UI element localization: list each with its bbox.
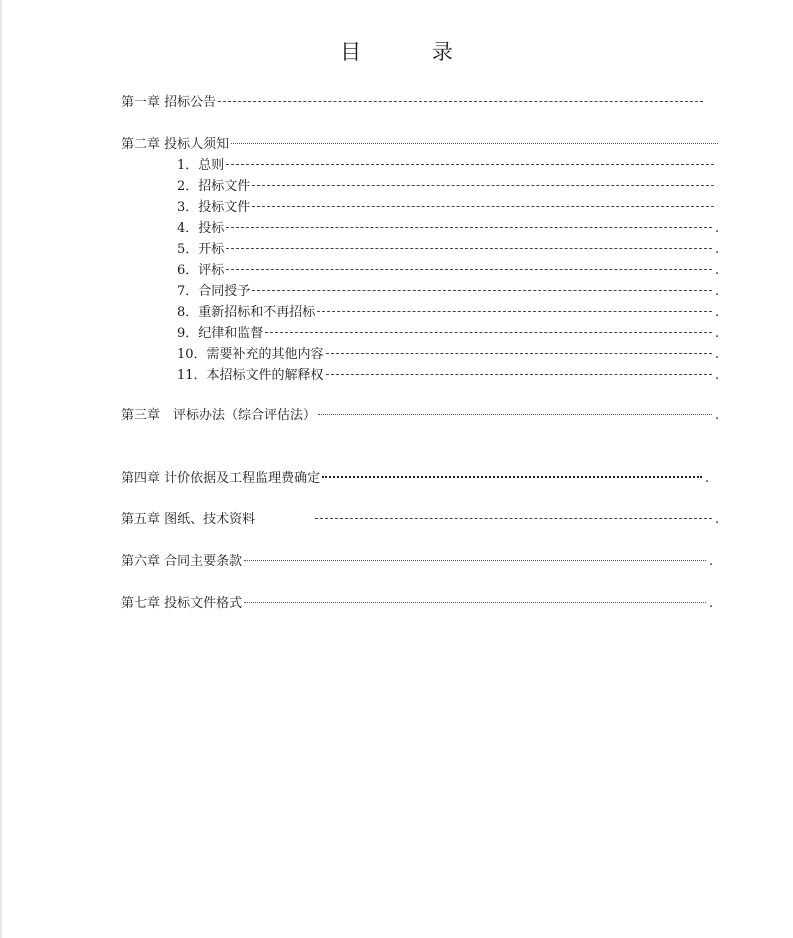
- dot-leader: [218, 101, 703, 102]
- dot-leader: [252, 290, 712, 291]
- dot-leader: [226, 248, 712, 249]
- dot-leader: [326, 374, 712, 375]
- toc-entry-section-5[interactable]: [177, 242, 720, 258]
- toc-entry-section-7[interactable]: [177, 284, 720, 300]
- toc-entry-section-1[interactable]: [177, 158, 717, 174]
- dot-leader: [317, 311, 712, 312]
- toc-entry-chapter-2[interactable]: [121, 137, 721, 153]
- toc-entry-section-9[interactable]: [177, 326, 720, 342]
- chapter-4-title: 第四章 计价依据及工程监理费确定: [121, 471, 321, 486]
- toc-entry-section-2[interactable]: [177, 179, 717, 195]
- toc-entry-section-8[interactable]: [177, 305, 720, 321]
- entry-end-mark: .: [709, 596, 714, 611]
- toc-entry-section-10[interactable]: [177, 347, 720, 363]
- dot-leader: [322, 476, 702, 478]
- entry-end-mark: .: [715, 512, 720, 527]
- entry-end-mark: .: [715, 326, 720, 341]
- section-5-title: 5．开标: [177, 242, 225, 257]
- chapter-1-title: 第一章 招标公告: [121, 95, 217, 110]
- section-9-title: 9．纪律和监督: [177, 326, 264, 341]
- toc-title: 目 录: [340, 40, 485, 64]
- entry-end-mark: .: [715, 347, 720, 362]
- toc-entry-chapter-6[interactable]: [121, 554, 714, 570]
- chapter-6-title: 第六章 合同主要条款: [121, 554, 243, 569]
- toc-entry-chapter-4[interactable]: [121, 471, 710, 487]
- toc-entry-section-4[interactable]: [177, 221, 720, 237]
- dot-leader: [226, 269, 712, 270]
- entry-end-mark: .: [715, 242, 720, 257]
- dot-leader: [226, 227, 712, 228]
- dot-leader: [265, 332, 712, 333]
- section-4-title: 4．投标: [177, 221, 225, 236]
- entry-end-mark: .: [705, 471, 710, 486]
- toc-entry-chapter-7[interactable]: [121, 596, 714, 612]
- dot-leader: [318, 414, 712, 415]
- chapter-3-title: 第三章 评标办法（综合评估法）: [121, 408, 317, 423]
- entry-end-mark: .: [715, 221, 720, 236]
- toc-entry-chapter-5[interactable]: [121, 512, 720, 528]
- toc-entry-section-6[interactable]: [177, 263, 720, 279]
- toc-entry-chapter-1[interactable]: [121, 95, 706, 111]
- section-8-title: 8．重新招标和不再招标: [177, 305, 316, 320]
- entry-end-mark: .: [715, 368, 720, 383]
- dot-leader: [252, 206, 714, 207]
- toc-entry-section-11[interactable]: [177, 368, 720, 384]
- section-2-title: 2．招标文件: [177, 179, 251, 194]
- toc-entry-chapter-3[interactable]: [121, 408, 720, 424]
- dot-leader: [231, 143, 718, 144]
- dot-leader: [326, 353, 712, 354]
- dot-leader: [244, 560, 706, 561]
- section-3-title: 3．投标文件: [177, 200, 251, 215]
- entry-end-mark: .: [715, 408, 720, 423]
- page-edge: [0, 0, 2, 938]
- dot-leader: [226, 164, 714, 165]
- section-10-title: 10．需要补充的其他内容: [177, 347, 324, 362]
- dot-leader: [252, 185, 714, 186]
- entry-end-mark: .: [715, 305, 720, 320]
- section-7-title: 7．合同授予: [177, 284, 251, 299]
- dot-leader: [315, 518, 712, 519]
- entry-end-mark: .: [715, 284, 720, 299]
- section-6-title: 6．评标: [177, 263, 225, 278]
- chapter-7-title: 第七章 投标文件格式: [121, 596, 243, 611]
- entry-end-mark: .: [709, 554, 714, 569]
- dot-leader: [244, 602, 706, 603]
- chapter-5-title: 第五章 图纸、技术资料: [121, 512, 256, 527]
- chapter-2-title: 第二章 投标人须知: [121, 137, 230, 152]
- entry-end-mark: .: [715, 263, 720, 278]
- section-11-title: 11．本招标文件的解释权: [177, 368, 324, 383]
- toc-entry-section-3[interactable]: [177, 200, 717, 216]
- section-1-title: 1．总则: [177, 158, 225, 173]
